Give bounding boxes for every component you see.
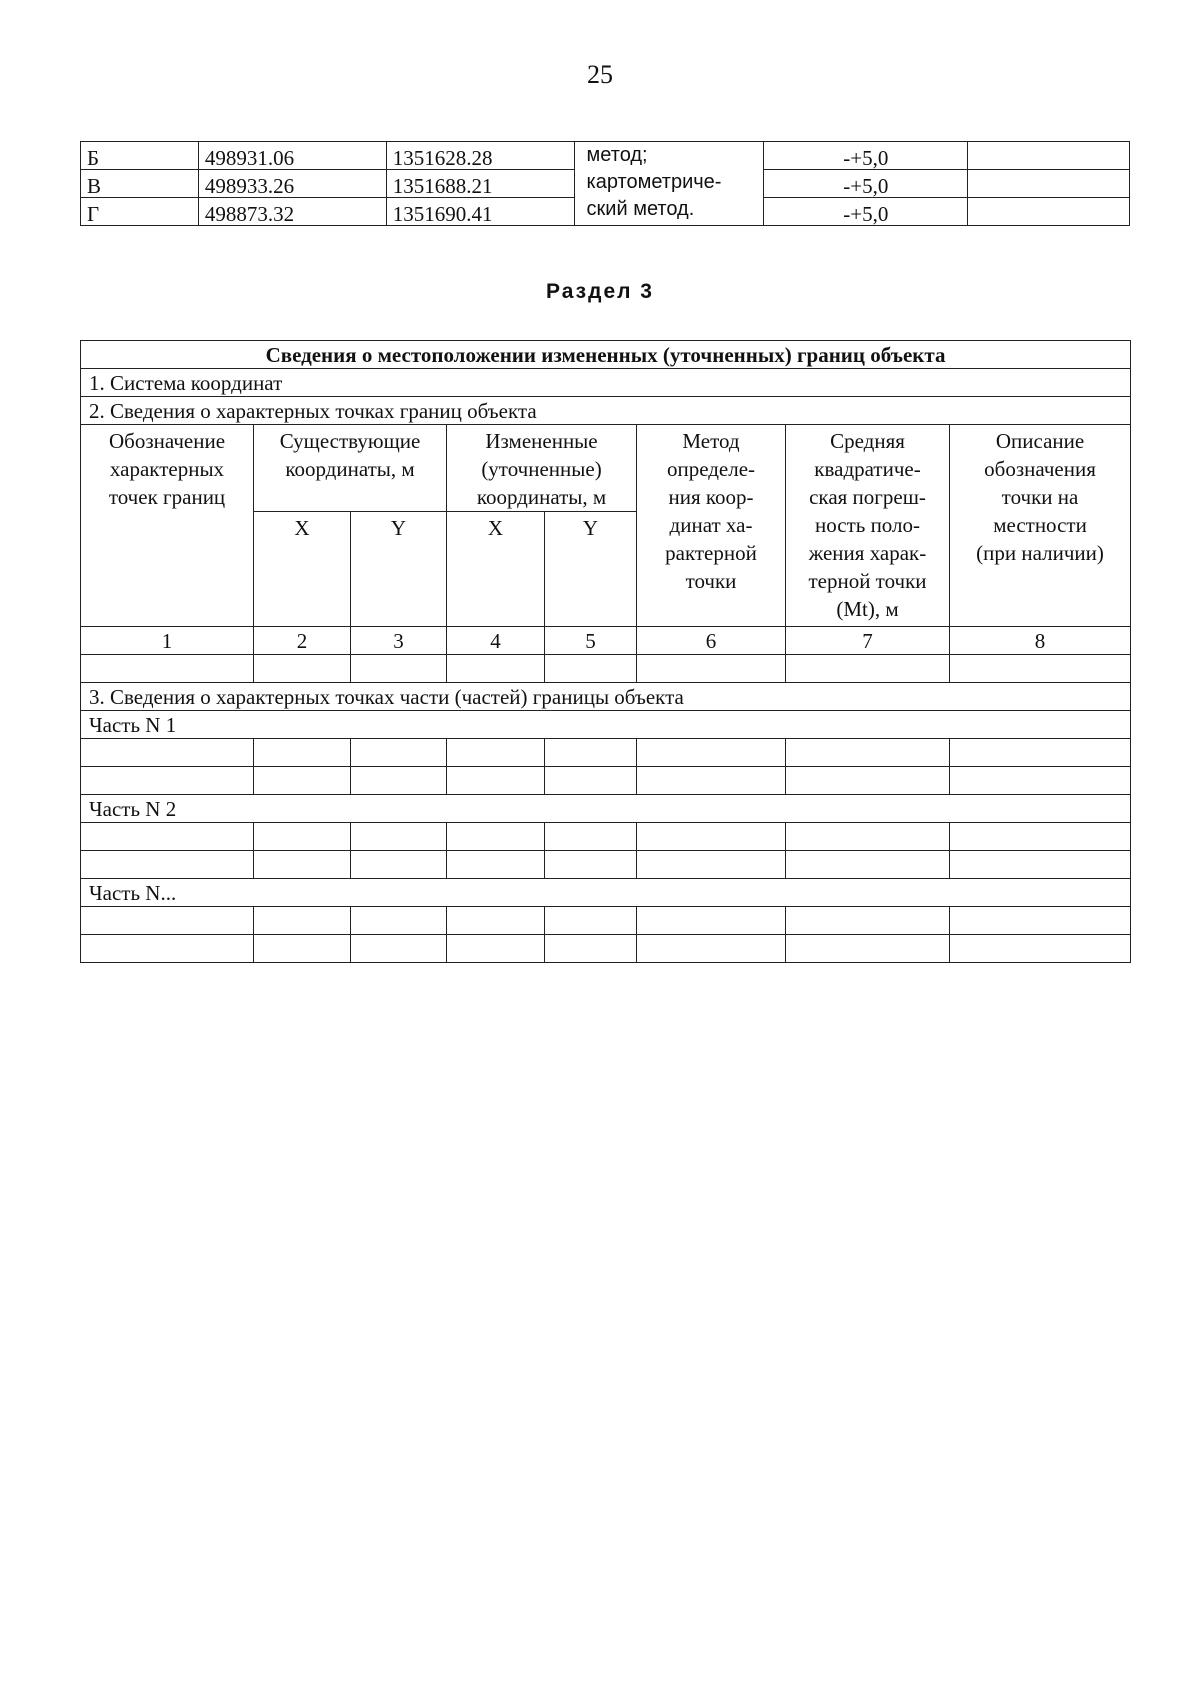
empty-cell bbox=[447, 907, 545, 935]
empty-row bbox=[81, 739, 1131, 767]
empty-cell bbox=[545, 907, 637, 935]
header-line: точки bbox=[685, 569, 737, 593]
x-coordinate: 498931.06 bbox=[198, 142, 386, 170]
empty-cell bbox=[81, 739, 254, 767]
header-line: координаты, м bbox=[285, 457, 415, 481]
empty-cell bbox=[786, 655, 950, 683]
table-row bbox=[81, 369, 1131, 397]
part-row bbox=[81, 879, 1131, 907]
empty-cell bbox=[786, 935, 950, 963]
header-line: рактерной bbox=[665, 541, 757, 565]
empty-cell bbox=[786, 851, 950, 879]
part-label: Часть N... bbox=[81, 879, 1131, 907]
part-boundary-row: 3. Сведения о характерных точках части (частей) границы объекта bbox=[81, 683, 1131, 711]
header-line: (Mt), м bbox=[836, 597, 899, 621]
header-error bbox=[786, 425, 950, 627]
method-cell bbox=[574, 142, 764, 226]
header-line: координаты, м bbox=[476, 485, 607, 509]
empty-cell bbox=[81, 935, 254, 963]
empty-row bbox=[81, 935, 1131, 963]
method-line: ский метод. bbox=[586, 198, 695, 220]
table-row bbox=[81, 683, 1131, 711]
header-line: жения харак- bbox=[808, 541, 927, 565]
empty-cell bbox=[545, 851, 637, 879]
y-coordinate: 1351688.21 bbox=[386, 170, 574, 198]
table-row bbox=[81, 142, 1130, 170]
header-line: характерных bbox=[109, 457, 225, 481]
part-label: Часть N 1 bbox=[81, 711, 1131, 739]
empty-cell bbox=[545, 767, 637, 795]
header-line: динат ха- bbox=[669, 513, 753, 537]
error-value: -+5,0 bbox=[764, 142, 968, 170]
header-existing-y: Y bbox=[351, 512, 447, 627]
empty-cell bbox=[447, 935, 545, 963]
empty-cell bbox=[351, 851, 447, 879]
column-number: 5 bbox=[545, 627, 637, 655]
empty-cell bbox=[637, 935, 786, 963]
empty-cell bbox=[637, 767, 786, 795]
empty-cell bbox=[254, 851, 351, 879]
empty-cell bbox=[950, 935, 1131, 963]
empty-row bbox=[81, 655, 1131, 683]
header-line: (уточненные) bbox=[481, 457, 602, 481]
empty-cell bbox=[447, 851, 545, 879]
empty-cell bbox=[545, 655, 637, 683]
y-coordinate: 1351628.28 bbox=[386, 142, 574, 170]
part-row bbox=[81, 795, 1131, 823]
empty-row bbox=[81, 907, 1131, 935]
column-number: 1 bbox=[81, 627, 254, 655]
empty-cell bbox=[351, 655, 447, 683]
section-title: Раздел 3 bbox=[546, 280, 654, 303]
column-number: 4 bbox=[447, 627, 545, 655]
empty-cell bbox=[254, 907, 351, 935]
method-line: картометриче- bbox=[586, 171, 722, 193]
coordinates-table-continuation bbox=[80, 141, 1130, 226]
description-cell bbox=[968, 170, 1130, 198]
empty-cell bbox=[351, 739, 447, 767]
empty-row bbox=[81, 823, 1131, 851]
header-designation bbox=[81, 425, 254, 627]
empty-cell bbox=[786, 907, 950, 935]
empty-row bbox=[81, 767, 1131, 795]
column-number: 2 bbox=[254, 627, 351, 655]
header-line: Описание bbox=[995, 429, 1085, 453]
empty-cell bbox=[545, 823, 637, 851]
header-line: точек границ bbox=[108, 485, 226, 509]
header-line: точки на bbox=[1001, 485, 1079, 509]
empty-cell bbox=[254, 767, 351, 795]
column-number: 7 bbox=[786, 627, 950, 655]
header-description bbox=[950, 425, 1131, 627]
column-number: 3 bbox=[351, 627, 447, 655]
part-label: Часть N 2 bbox=[81, 795, 1131, 823]
point-name: В bbox=[81, 170, 199, 198]
empty-cell bbox=[786, 767, 950, 795]
empty-cell bbox=[950, 907, 1131, 935]
empty-cell bbox=[637, 823, 786, 851]
empty-cell bbox=[254, 823, 351, 851]
empty-cell bbox=[81, 767, 254, 795]
column-number: 8 bbox=[950, 627, 1131, 655]
header-method bbox=[637, 425, 786, 627]
header-line: Средняя bbox=[830, 429, 905, 453]
header-line: Существующие bbox=[279, 429, 421, 453]
table-title: Сведения о местоположении измененных (уточненных) границ объекта bbox=[81, 341, 1131, 369]
column-number-row bbox=[81, 627, 1131, 655]
empty-row bbox=[81, 851, 1131, 879]
y-coordinate: 1351690.41 bbox=[386, 198, 574, 226]
header-existing-x: X bbox=[254, 512, 351, 627]
coordinate-system-row: 1. Система координат bbox=[81, 369, 1131, 397]
part-row bbox=[81, 711, 1131, 739]
empty-cell bbox=[81, 851, 254, 879]
header-line: Измененные bbox=[485, 429, 598, 453]
header-line: местности bbox=[993, 513, 1087, 537]
empty-cell bbox=[254, 655, 351, 683]
empty-cell bbox=[81, 907, 254, 935]
header-line: ность поло- bbox=[814, 513, 921, 537]
header-line: Метод bbox=[682, 429, 740, 453]
header-line: терной точки bbox=[808, 569, 927, 593]
table-title-row bbox=[81, 341, 1131, 369]
empty-cell bbox=[637, 851, 786, 879]
table-row bbox=[81, 397, 1131, 425]
empty-cell bbox=[950, 851, 1131, 879]
empty-cell bbox=[545, 935, 637, 963]
description-cell bbox=[968, 142, 1130, 170]
empty-cell bbox=[81, 823, 254, 851]
error-value: -+5,0 bbox=[764, 198, 968, 226]
page-number: 25 bbox=[587, 60, 613, 89]
empty-cell bbox=[786, 823, 950, 851]
empty-cell bbox=[950, 655, 1131, 683]
empty-cell bbox=[950, 739, 1131, 767]
empty-cell bbox=[81, 655, 254, 683]
header-line: ния коор- bbox=[668, 485, 754, 509]
empty-cell bbox=[447, 739, 545, 767]
point-name: Г bbox=[81, 198, 199, 226]
header-changed-x: X bbox=[447, 512, 545, 627]
header-existing-coordinates bbox=[254, 425, 447, 512]
error-value: -+5,0 bbox=[764, 170, 968, 198]
empty-cell bbox=[351, 907, 447, 935]
header-line: Обозначение bbox=[108, 429, 226, 453]
header-line: (при наличии) bbox=[976, 541, 1104, 565]
point-name: Б bbox=[81, 142, 199, 170]
header-changed-coordinates bbox=[447, 425, 637, 512]
empty-cell bbox=[786, 739, 950, 767]
empty-cell bbox=[637, 907, 786, 935]
empty-cell bbox=[637, 655, 786, 683]
empty-cell bbox=[351, 935, 447, 963]
header-row bbox=[81, 425, 1131, 512]
empty-cell bbox=[950, 767, 1131, 795]
header-line: обозначения bbox=[984, 457, 1096, 481]
empty-cell bbox=[447, 767, 545, 795]
empty-cell bbox=[351, 823, 447, 851]
description-cell bbox=[968, 198, 1130, 226]
empty-cell bbox=[254, 935, 351, 963]
empty-cell bbox=[447, 655, 545, 683]
column-number: 6 bbox=[637, 627, 786, 655]
header-line: квадратиче- bbox=[814, 457, 921, 481]
empty-cell bbox=[545, 739, 637, 767]
empty-cell bbox=[447, 823, 545, 851]
method-line: метод; bbox=[586, 144, 648, 166]
x-coordinate: 498933.26 bbox=[198, 170, 386, 198]
x-coordinate: 498873.32 bbox=[198, 198, 386, 226]
boundary-points-table bbox=[80, 340, 1131, 963]
header-line: ская погреш- bbox=[809, 485, 926, 509]
header-changed-y: Y bbox=[545, 512, 637, 627]
empty-cell bbox=[637, 739, 786, 767]
empty-cell bbox=[351, 767, 447, 795]
empty-cell bbox=[950, 823, 1131, 851]
boundary-points-row: 2. Сведения о характерных точках границ объекта bbox=[81, 397, 1131, 425]
empty-cell bbox=[254, 739, 351, 767]
header-line: определе- bbox=[666, 457, 756, 481]
